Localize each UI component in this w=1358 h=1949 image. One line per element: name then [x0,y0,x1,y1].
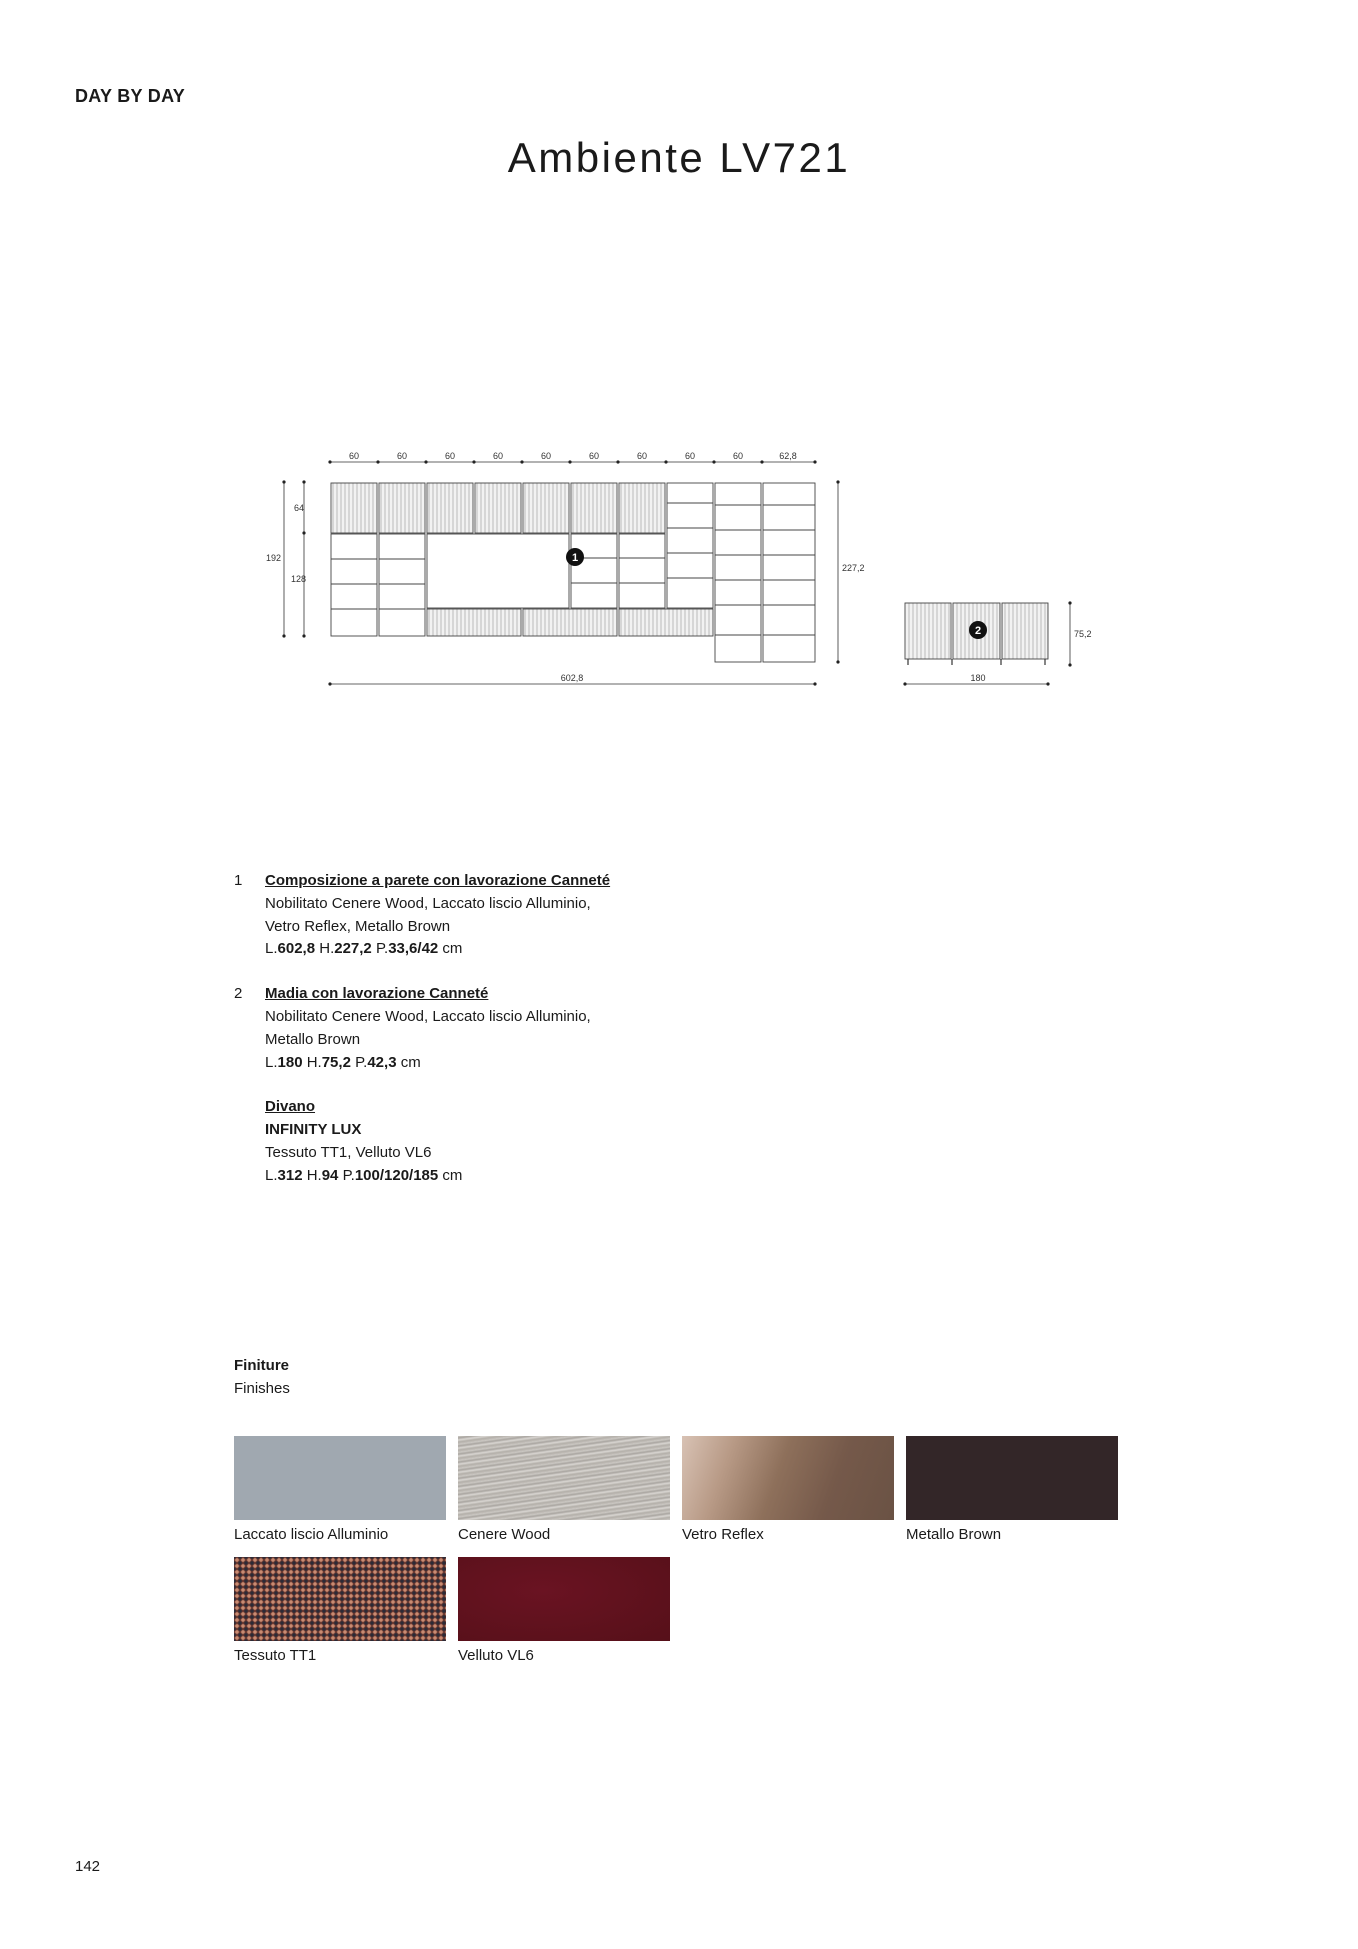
finishes-heading [234,1354,290,1400]
page-title: Ambiente LV721 [507,134,851,181]
dim-top-6: 60 [588,451,600,461]
item-title: Madia con lavorazione Canneté [265,985,489,1003]
item-dimensions: L.602,8 H.227,2 P.33,6/42 cm [265,940,463,958]
item-description: Metallo Brown [265,1030,361,1048]
swatch-tessuto-tt1 [234,1557,446,1664]
item-description: Vetro Reflex, Metallo Brown [265,917,451,935]
swatch-label: Tessuto TT1 [234,1647,317,1664]
item-number: 2 [234,985,243,1003]
dim-top-8: 60 [684,451,696,461]
list-item [234,983,610,1074]
technical-drawing [255,440,1125,700]
item-number: 1 [234,872,243,889]
dim-top-1: 60 [348,451,360,461]
dim-top-7: 60 [636,451,648,461]
dim-top-section: 64 [294,503,305,513]
dim-full-height: 227,2 [842,563,865,573]
page-number: 142 [75,1858,101,1875]
item-description: Tessuto TT1, Velluto VL6 [265,1143,432,1161]
item-dimensions: L.180 H.75,2 P.42,3 cm [265,1053,421,1071]
swatch-vetro-reflex [682,1436,894,1543]
item-description: Nobilitato Cenere Wood, Laccato liscio Alluminio, [265,894,591,912]
marker-2: 2 [974,625,982,637]
swatch-chip [234,1557,446,1641]
swatch-laccato-alluminio [234,1436,446,1543]
brand-label: DAY BY DAY [75,86,186,106]
dim-sideboard-width: 180 [970,673,986,683]
dim-top-3: 60 [444,451,456,461]
marker-1: 1 [571,552,579,564]
dim-top-4: 60 [492,451,504,461]
item-title: Composizione a parete con lavorazione Canneté [265,872,611,889]
item-dimensions: L.312 H.94 P.100/120/185 cm [265,1166,463,1184]
dim-top-10: 62,8 [779,451,797,461]
product-list [234,870,610,1210]
finishes-title: Finiture [234,1357,289,1374]
item-subtitle: INFINITY LUX [265,1121,362,1139]
swatch-label: Metallo Brown [906,1526,1002,1543]
item-title: Divano [265,1098,316,1116]
dim-sideboard-height: 75,2 [1074,629,1092,639]
swatch-chip [234,1436,446,1520]
item-description: Nobilitato Cenere Wood, Laccato liscio Alluminio, [265,1007,591,1025]
swatch-label: Vetro Reflex [682,1526,764,1543]
list-item [234,1096,610,1187]
finishes-subtitle: Finishes [234,1380,290,1397]
swatch-velluto-vl6 [458,1557,670,1664]
swatch-chip [682,1436,894,1520]
swatch-chip [458,1436,670,1520]
swatch-metallo-brown [906,1436,1118,1543]
swatch-chip [906,1436,1118,1520]
list-item [234,870,610,961]
swatch-cenere-wood [458,1436,670,1543]
swatch-label: Cenere Wood [458,1526,551,1543]
swatch-label: Laccato liscio Alluminio [234,1526,389,1543]
dim-top-9: 60 [732,451,744,461]
dim-top-2: 60 [396,451,408,461]
dim-top-5: 60 [540,451,552,461]
dim-wall-width: 602,8 [560,673,584,683]
swatch-chip [458,1557,670,1641]
swatch-label: Velluto VL6 [458,1647,534,1664]
dim-lower-section: 128 [291,574,307,584]
dim-total-main: 192 [266,553,282,563]
